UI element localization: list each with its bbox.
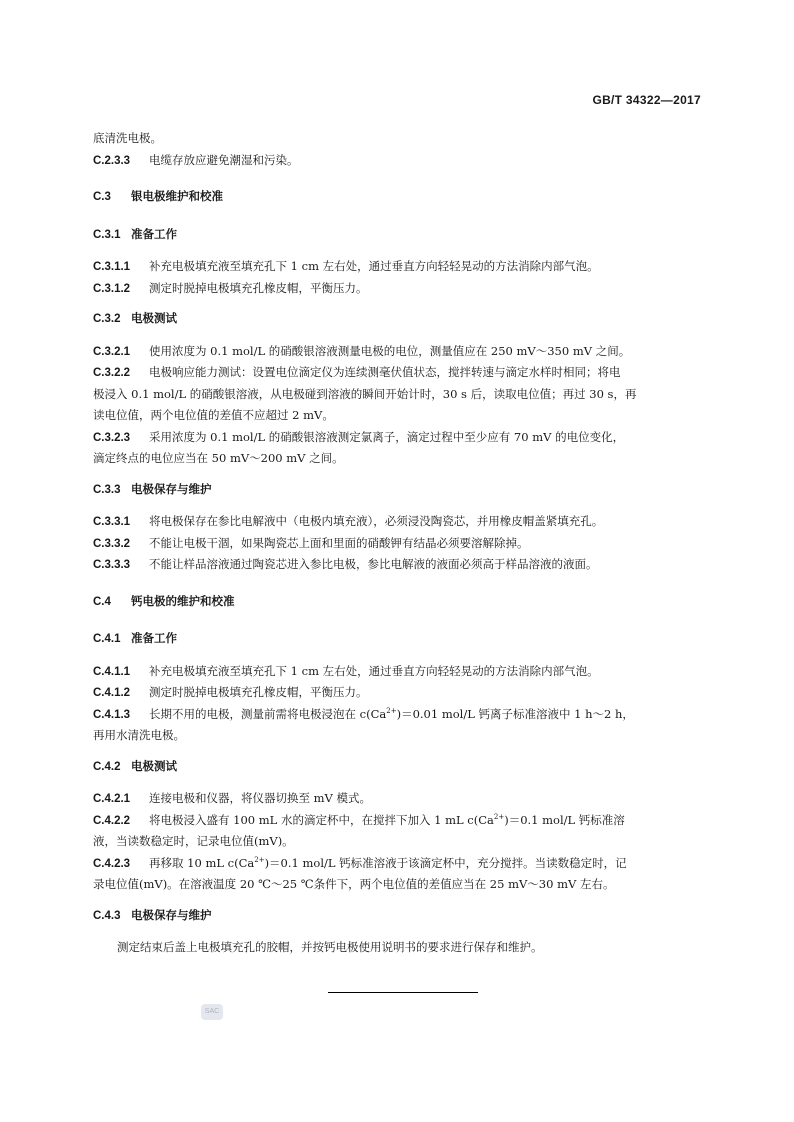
watermark-logo-icon: SAC (201, 1004, 223, 1020)
superscript: 2+ (254, 855, 265, 864)
clause-text: 电缆存放应避免潮湿和污染。 (149, 152, 299, 167)
clause-text: 补充电极填充液至填充孔下 1 cm 左右处，通过垂直方向轻轻晃动的方法消除内部气泡。 (149, 259, 599, 273)
clause-continuation: 再用水清洗电极。 (93, 728, 185, 742)
section-heading-c3-3 (93, 480, 703, 502)
clause-text: 不能让电极干涸，如果陶瓷芯上面和里面的硝酸钾有结晶必须要溶解除掉。 (149, 535, 529, 550)
paragraph-line: 测定结束后盖上电极填充孔的胶帽，并按钙电极使用说明书的要求进行保存和维护。 (117, 940, 543, 954)
section-heading-c4-1 (93, 629, 703, 651)
clause-number: C.4.2.2 (93, 814, 131, 827)
clause-text: 不能让样品溶液通过陶瓷芯进入参比电极，参比电解液的液面必须高于样品溶液的液面。 (149, 557, 598, 571)
clause-text: 将电极保存在参比电解液中（电极内填充液），必须浸没陶瓷芯，并用橡皮帽盖紧填充孔。 (149, 514, 604, 528)
clause-text: 使用浓度为 0.1 mol/L 的硝酸银溶液测量电极的电位，测量值应在 250 mV～350 mV 之间。 (149, 343, 631, 358)
section-title: 银电极维护和校准 (131, 191, 223, 203)
clause-c2-3-3 (93, 150, 703, 172)
clause-c3-1-1 (93, 256, 703, 278)
clause-c3-2-1 (93, 341, 703, 363)
clause-text: )＝0.1 mol/L 钙标准溶液于该滴定杯中，充分搅拌。当读数稳定时，记 (264, 855, 627, 870)
section-number: C.4.3 (93, 909, 121, 922)
clause-number: C.4.1.1 (93, 665, 131, 678)
clause-number: C.4.2.1 (93, 793, 131, 805)
section-number: C.4.1 (93, 633, 121, 645)
clause-number: C.3.3.3 (93, 559, 131, 571)
section-number: C.4 (93, 595, 111, 608)
clause-number: C.4.2.3 (93, 857, 131, 870)
standard-number: GB/T 34322—2017 (592, 93, 701, 107)
clause-text: 测定时脱掉电极填充孔橡皮帽，平衡压力。 (149, 685, 368, 699)
section-number: C.3.3 (93, 483, 121, 496)
clause-number: C.3.1.2 (93, 282, 131, 295)
clause-c3-2-2 (93, 362, 703, 384)
clause-c4-2-2 (93, 810, 703, 832)
end-rule (328, 992, 478, 993)
clause-number: C.4.1.2 (93, 687, 131, 699)
superscript: 2+ (493, 812, 505, 821)
clause-number: C.4.1.3 (93, 708, 131, 721)
clause-number: C.3.2.2 (93, 367, 131, 379)
clause-text: 测定时脱掉电极填充孔橡皮帽，平衡压力。 (149, 280, 368, 295)
section-heading-c3-1 (93, 225, 703, 247)
clause-text: 采用浓度为 0.1 mol/L 的硝酸银溶液测定氯离子，滴定过程中至少应有 70 mV 的电位变化， (149, 429, 625, 444)
section-title: 钙电极的维护和校准 (131, 595, 235, 608)
section-heading-c3-2 (93, 309, 703, 331)
section-title: 准备工作 (131, 633, 177, 645)
section-title: 电极测试 (131, 760, 177, 773)
document-body (93, 128, 703, 959)
clause-text: )＝0.1 mol/L 钙标准溶 (504, 812, 625, 827)
clause-continuation: 极浸入 0.1 mol/L 的硝酸银溶液，从电极碰到溶液的瞬间开始计时，30 s 后，读取电位值；再过 30 s，再 (93, 386, 637, 401)
clause-c4-1-3 (93, 704, 703, 726)
clause-number: C.3.2.1 (93, 345, 131, 358)
clause-number: C.3.1.1 (93, 261, 131, 273)
clause-c3-3-3 (93, 554, 703, 576)
clause-text: 连接电极和仪器，将仪器切换至 mV 模式。 (149, 791, 372, 805)
section-title: 电极保存与维护 (131, 483, 212, 496)
clause-number: C.3.2.3 (93, 431, 131, 444)
section-number: C.3.1 (93, 228, 121, 241)
paragraph-line: 底清洗电极。 (93, 131, 162, 145)
section-title: 电极测试 (131, 313, 177, 325)
clause-c4-2-1 (93, 788, 703, 810)
section-number: C.3 (93, 191, 111, 203)
clause-number: C.3.3.1 (93, 516, 131, 528)
clause-c3-1-2 (93, 278, 703, 300)
clause-text: 长期不用的电极，测量前需将电极浸泡在 c(Ca (149, 706, 387, 721)
clause-text: 电极响应能力测试：设置电位滴定仪为连续测毫伏值状态，搅拌转速与滴定水样时相同；将电 (149, 365, 621, 379)
superscript: 2+ (386, 706, 397, 715)
clause-continuation: 录电位值(mV)。在溶液温度 20 ℃～25 ℃条件下，两个电位值的差值应当在 25 mV～30 mV 左右。 (93, 877, 615, 891)
clause-number: C.2.3.3 (93, 154, 131, 167)
section-title: 电极保存与维护 (131, 909, 212, 922)
clause-c4-1-1 (93, 661, 703, 683)
section-number: C.3.2 (93, 313, 121, 325)
section-heading-c4-3 (93, 906, 703, 928)
section-title: 准备工作 (131, 228, 177, 241)
clause-c3-2-3 (93, 427, 703, 449)
clause-c4-1-2 (93, 682, 703, 704)
clause-c3-3-2 (93, 533, 703, 555)
clause-text: 将电极浸入盛有 100 mL 水的滴定杯中，在搅拌下加入 1 mL c(Ca (149, 812, 494, 827)
section-heading-c3 (93, 187, 703, 209)
clause-text: )＝0.01 mol/L 钙离子标准溶液中 1 h～2 h， (396, 706, 634, 721)
section-heading-c4-2 (93, 757, 703, 779)
clause-continuation: 读电位值，两个电位值的差值不应超过 2 mV。 (93, 408, 334, 422)
section-heading-c4 (93, 592, 703, 614)
clause-text: 补充电极填充液至填充孔下 1 cm 左右处，通过垂直方向轻轻晃动的方法消除内部气泡。 (149, 663, 599, 678)
clause-c4-2-3 (93, 853, 703, 875)
section-number: C.4.2 (93, 760, 121, 773)
clause-c3-3-1 (93, 511, 703, 533)
clause-number: C.3.3.2 (93, 537, 131, 550)
clause-continuation: 液，当读数稳定时，记录电位值(mV)。 (93, 834, 294, 848)
clause-text: 再移取 10 mL c(Ca (149, 855, 255, 870)
clause-continuation: 滴定终点的电位应当在 50 mV～200 mV 之间。 (93, 451, 344, 465)
